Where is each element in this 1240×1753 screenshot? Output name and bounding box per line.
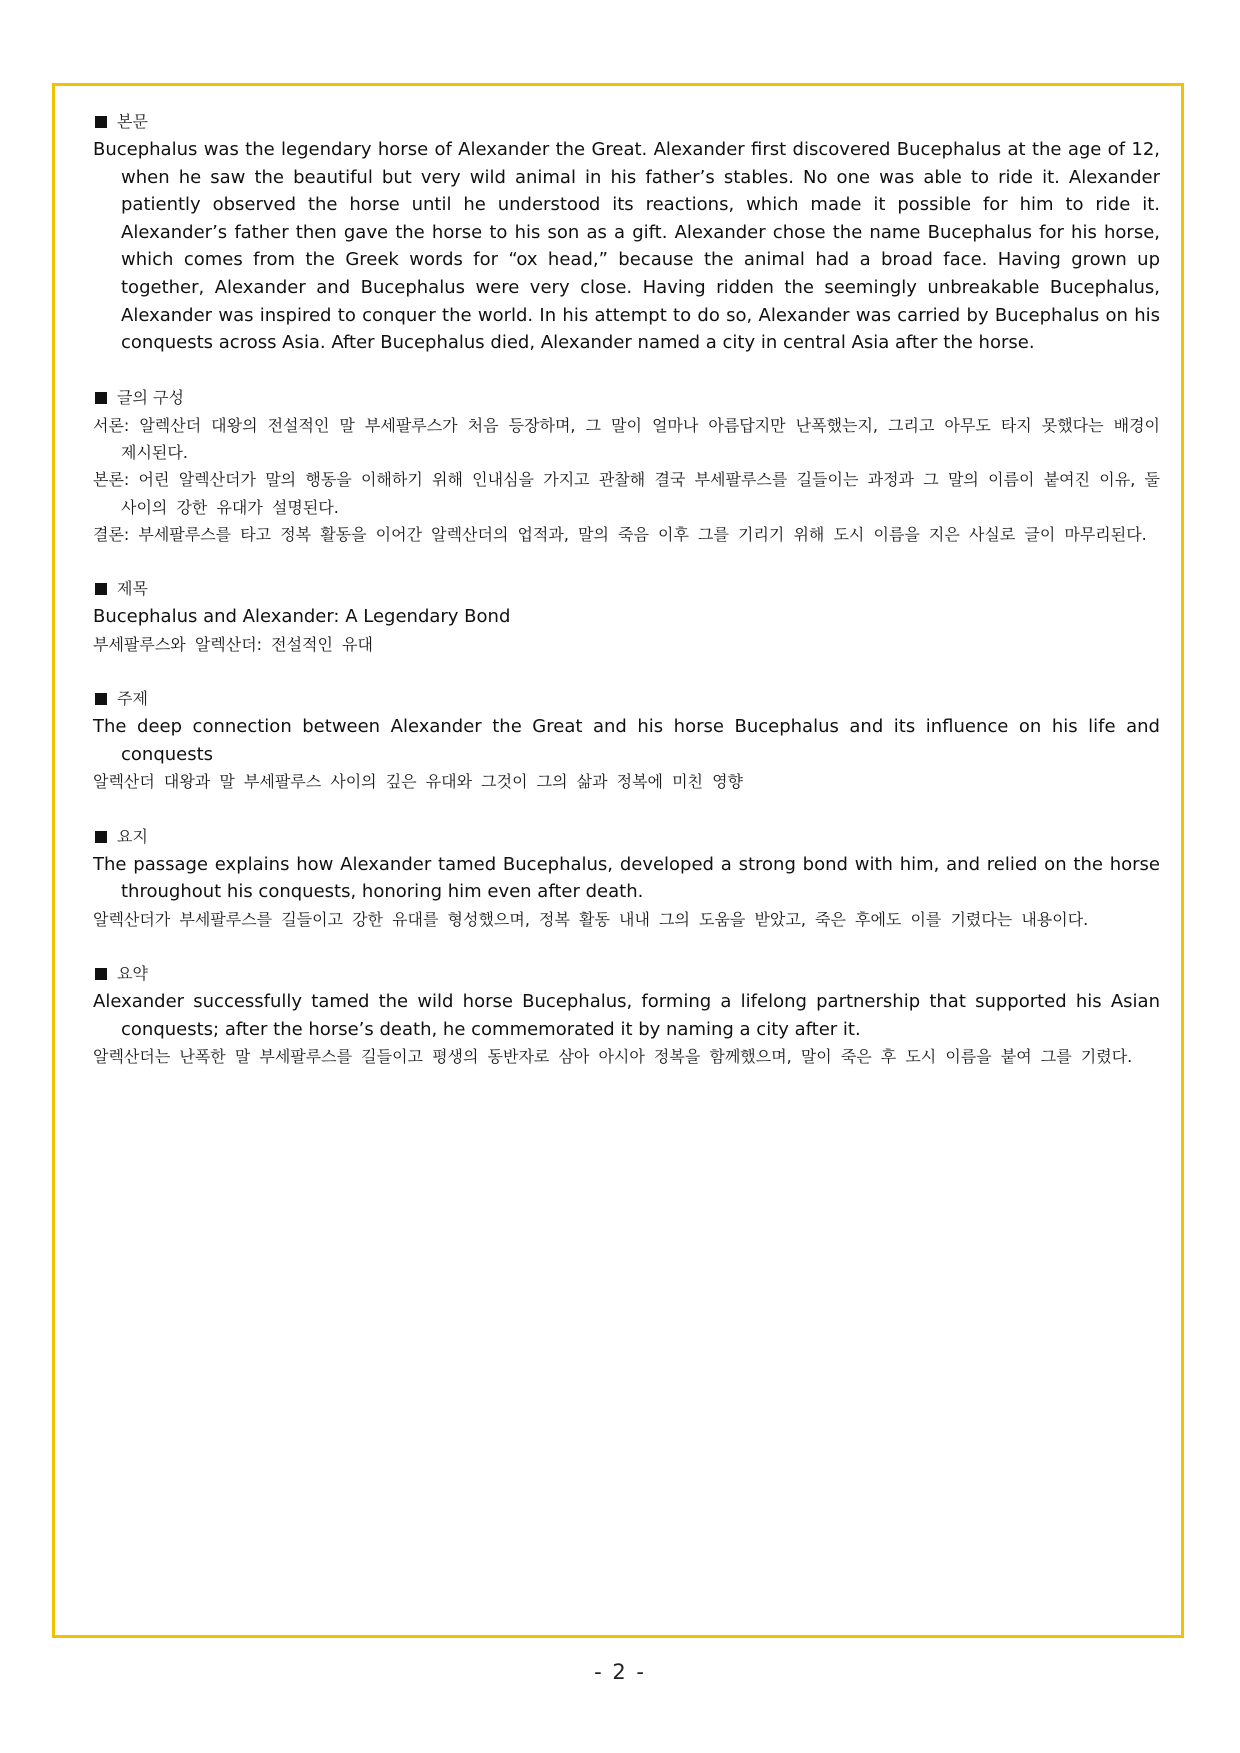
section-heading — [93, 108, 1160, 136]
document-content — [93, 108, 1160, 1098]
theme-en: The deep connection between Alexander the Great and his horse Bucephalus and its influence on his life and conquests — [93, 716, 1160, 765]
section-theme — [93, 685, 1160, 795]
square-bullet-icon — [95, 831, 107, 843]
square-bullet-icon — [95, 116, 107, 128]
section-heading — [93, 685, 1160, 713]
passage-text: Bucephalus was the legendary horse of Alexander the Great. Alexander first discovered Bucephalus at the age of 12, when he saw the beautiful but very wild animal in his father’s stables. No one was able to ride it. Alexander patiently observed the horse until he understood its reactions, which made it possible for him to ride it. Alexander’s father then gave the horse to his son as a gift. Alexander chose the name Bucephalus for his horse, which comes from the Greek words for “ox head,” because the animal had a broad face. Having grown up together, Alexander and Bucephalus were very close. Having ridden the seemingly unbreakable Bucephalus, Alexander was inspired to conquer the world. In his attempt to do so, Alexander was carried by Bucephalus on his conquests across Asia. After Bucephalus died, Alexander named a city in central Asia after the horse. — [93, 139, 1160, 354]
section-structure — [93, 384, 1160, 548]
square-bullet-icon — [95, 968, 107, 980]
section-heading — [93, 575, 1160, 603]
summary-en: Alexander successfully tamed the wild horse Bucephalus, forming a lifelong partnership that supported his Asian conquests; after the horse’s death, he commemorated it by naming a city after it. — [93, 991, 1160, 1040]
theme-ko: 알렉산더 대왕과 말 부세팔루스 사이의 깊은 유대와 그것이 그의 삶과 정복에 미친 영향 — [93, 772, 743, 792]
structure-main: 본론: 어린 알렉산더가 말의 행동을 이해하기 위해 인내심을 가지고 관찰해 결국 부세팔루스를 길들이는 과정과 그 말의 이름이 붙여진 이유, 둘 사이의 강한 유대가 설명된다. — [93, 470, 1160, 517]
section-heading — [93, 384, 1160, 412]
heading-label: 요지 — [117, 826, 148, 846]
section-title — [93, 575, 1160, 658]
structure-conclusion: 결론: 부세팔루스를 타고 정복 활동을 이어간 알렉산더의 업적과, 말의 죽음 이후 그를 기리기 위해 도시 이름을 지은 사실로 글이 마무리된다. — [93, 524, 1147, 544]
section-summary — [93, 960, 1160, 1070]
gist-en: The passage explains how Alexander tamed Bucephalus, developed a strong bond with him, and relied on the horse throughout his conquests, honoring him even after death. — [93, 853, 1160, 903]
heading-label: 주제 — [117, 689, 148, 709]
title-ko: 부세팔루스와 알렉산더: 전설적인 유대 — [93, 634, 373, 654]
section-gist — [93, 823, 1160, 933]
square-bullet-icon — [95, 693, 107, 705]
square-bullet-icon — [95, 392, 107, 404]
section-heading — [93, 823, 1160, 851]
summary-ko: 알렉산더는 난폭한 말 부세팔루스를 길들이고 평생의 동반자로 삼아 아시아 정복을 함께했으며, 말이 죽은 후 도시 이름을 붙여 그를 기렸다. — [93, 1047, 1133, 1067]
heading-label: 요약 — [117, 964, 148, 984]
section-heading — [93, 960, 1160, 988]
heading-label: 글의 구성 — [117, 387, 184, 407]
square-bullet-icon — [95, 583, 107, 595]
gist-ko: 알렉산더가 부세팔루스를 길들이고 강한 유대를 형성했으며, 정복 활동 내내 그의 도움을 받았고, 죽은 후에도 이를 기렸다는 내용이다. — [93, 909, 1089, 929]
heading-label: 제목 — [117, 579, 148, 599]
structure-intro: 서론: 알렉산더 대왕의 전설적인 말 부세팔루스가 처음 등장하며, 그 말이 얼마나 아름답지만 난폭했는지, 그리고 아무도 타지 못했다는 배경이 제시된다. — [93, 415, 1160, 463]
section-body — [93, 108, 1160, 357]
title-en: Bucephalus and Alexander: A Legendary Bond — [93, 606, 511, 628]
heading-label: 본문 — [117, 112, 148, 131]
page-number: - 2 - — [594, 1660, 646, 1684]
